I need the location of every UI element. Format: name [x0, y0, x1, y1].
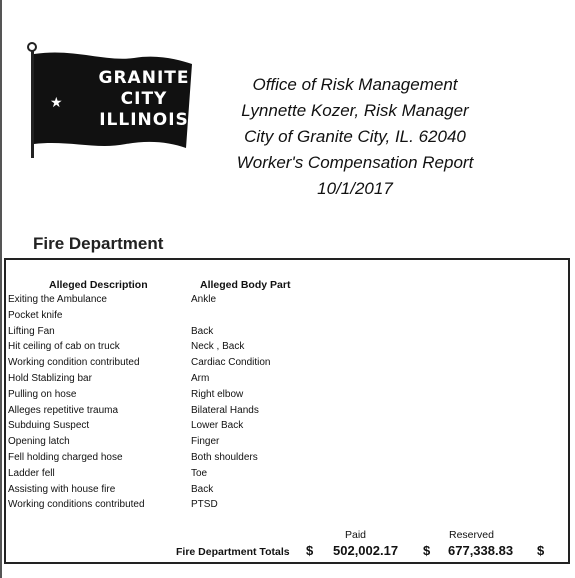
table-row	[8, 339, 568, 355]
row-body-part: Bilateral Hands	[191, 404, 259, 416]
row-description: Hit ceiling of cab on truck	[8, 341, 120, 353]
reserved-currency-symbol: $	[423, 543, 431, 558]
reserved-column-header: Reserved	[449, 529, 494, 541]
row-description: Opening latch	[8, 436, 70, 448]
row-body-part: Toe	[191, 467, 208, 479]
table-row	[8, 387, 568, 403]
row-description: Subduing Suspect	[8, 420, 90, 432]
row-description: Alleges repetitive trauma	[8, 404, 119, 416]
header-city: City of Granite City, IL. 62040	[244, 127, 466, 146]
row-body-part: Both shoulders	[191, 451, 258, 463]
column-header-body-part: Alleged Body Part	[200, 279, 291, 291]
table-row	[8, 403, 568, 419]
row-body-part: Neck , Back	[191, 341, 245, 353]
row-description: Ladder fell	[8, 467, 55, 479]
row-description: Working condition contributed	[8, 357, 140, 369]
paid-currency-symbol: $	[306, 543, 314, 558]
star-icon: ★	[50, 94, 63, 110]
row-description: Pulling on hose	[8, 388, 77, 400]
row-description: Pocket knife	[8, 309, 63, 321]
paid-total: 502,002.17	[333, 543, 399, 558]
table-row	[8, 292, 568, 308]
row-body-part: Lower Back	[191, 420, 244, 432]
row-description: Lifting Fan	[8, 325, 55, 337]
totals-label: Fire Department Totals	[176, 546, 290, 558]
header-report-title: Worker's Compensation Report	[236, 153, 474, 172]
row-body-part: PTSD	[191, 499, 218, 511]
table-row	[8, 308, 568, 324]
row-description: Exiting the Ambulance	[8, 294, 107, 305]
row-description: Fell holding charged hose	[8, 451, 123, 463]
logo-line: GRANITE	[98, 68, 190, 88]
reserved-total: 677,338.83	[448, 543, 514, 558]
city-flag-logo	[24, 40, 194, 160]
header-date: 10/1/2017	[317, 179, 393, 198]
table-row	[8, 324, 568, 340]
table-row	[8, 482, 568, 498]
row-description: Assisting with house fire	[8, 483, 116, 495]
page-edge-line	[0, 0, 2, 578]
claims-list	[8, 292, 568, 513]
logo-line: CITY	[120, 89, 168, 109]
logo-line: ILLINOIS	[99, 110, 189, 130]
row-description: Working conditions contributed	[8, 499, 145, 511]
table-row	[8, 466, 568, 482]
report-header	[210, 72, 500, 202]
table-row	[8, 434, 568, 450]
row-body-part: Arm	[191, 372, 210, 384]
table-row	[8, 418, 568, 434]
table-row	[8, 497, 568, 513]
department-title: Fire Department	[33, 234, 164, 253]
trailing-currency-symbol: $	[537, 543, 545, 558]
totals-row	[0, 543, 575, 563]
table-row	[8, 355, 568, 371]
row-body-part: Ankle	[191, 294, 217, 305]
row-body-part: Cardiac Condition	[191, 357, 271, 369]
row-description: Hold Stablizing bar	[8, 372, 92, 384]
row-body-part: Back	[191, 325, 214, 337]
paid-column-header: Paid	[345, 529, 367, 541]
table-row	[8, 371, 568, 387]
row-body-part: Right elbow	[191, 388, 244, 400]
logo-text	[94, 68, 194, 131]
row-body-part: Back	[191, 483, 214, 495]
column-header-description: Alleged Description	[49, 279, 148, 291]
table-row	[8, 450, 568, 466]
row-body-part: Finger	[191, 436, 220, 448]
header-office: Office of Risk Management	[252, 75, 458, 94]
header-manager: Lynnette Kozer, Risk Manager	[241, 101, 469, 120]
